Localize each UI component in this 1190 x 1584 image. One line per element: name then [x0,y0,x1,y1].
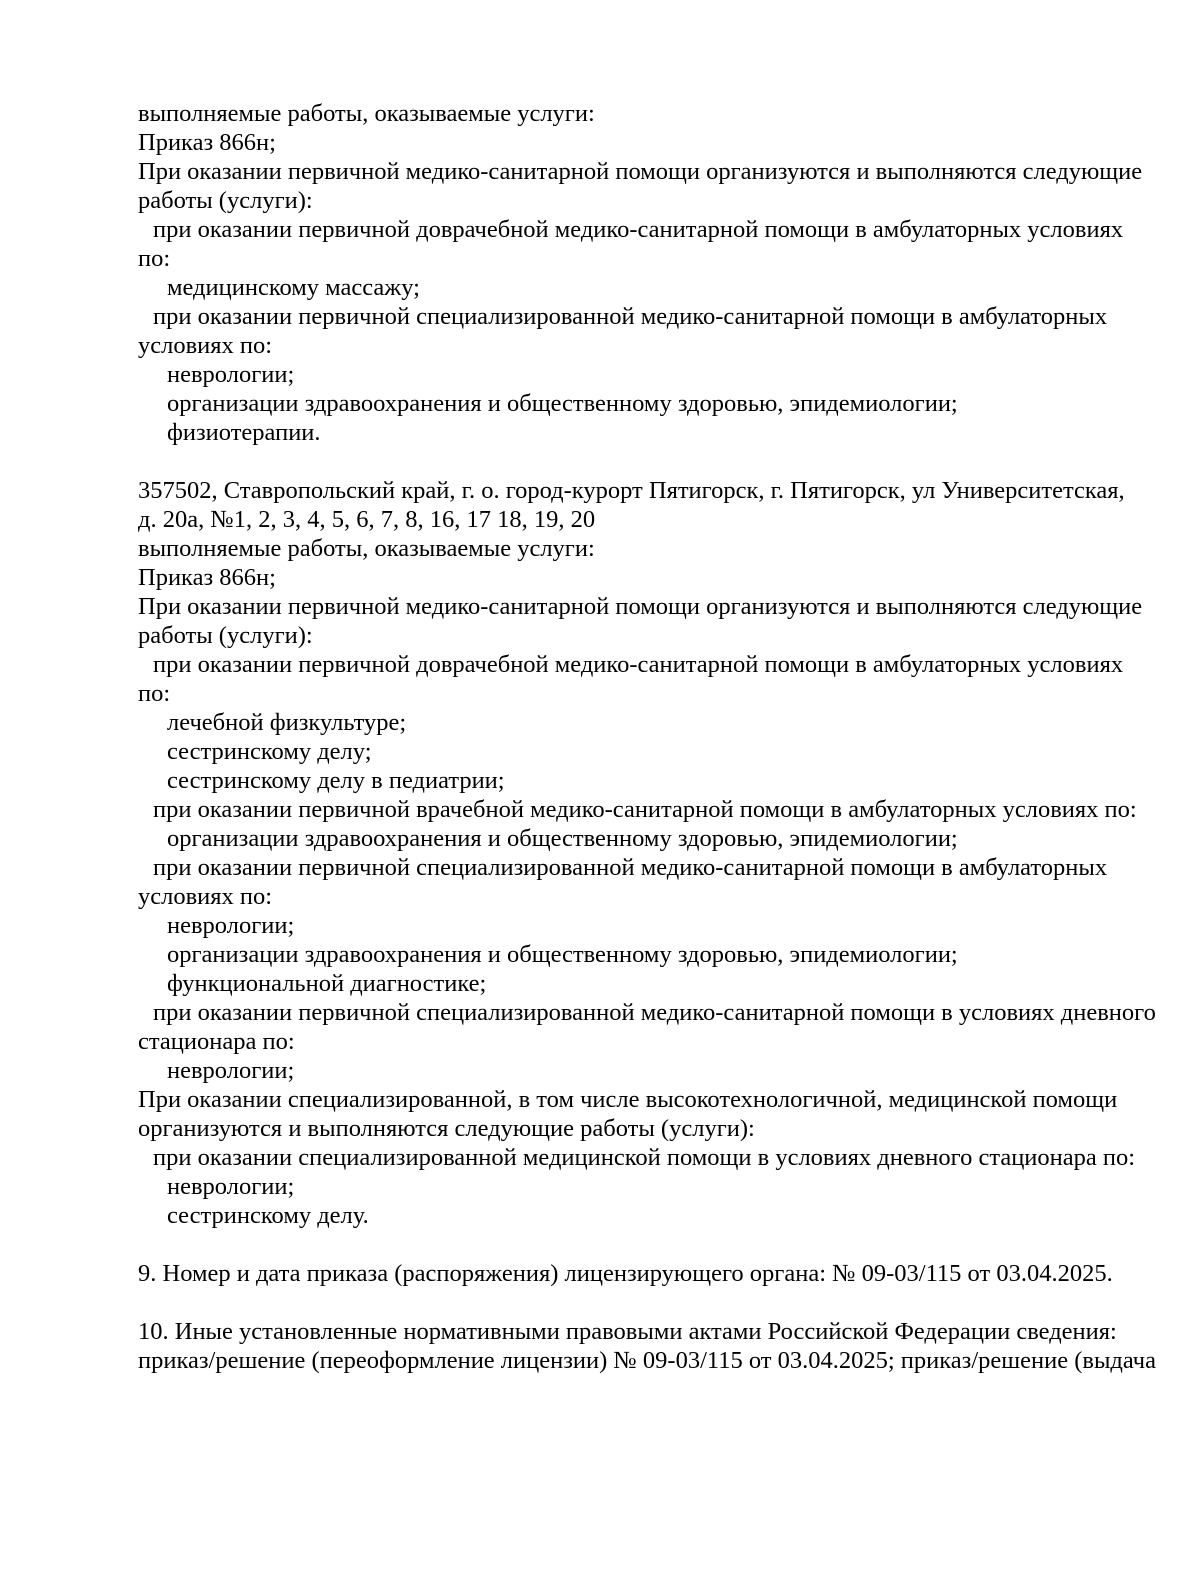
text-line: организуются и выполняются следующие работы (услуги): [138,1115,755,1142]
text-line: выполняемые работы, оказываемые услуги: [138,535,595,562]
text-line: при оказании первичной специализированной медико-санитарной помощи в условиях дневного [153,999,1156,1026]
text-line: по: [138,245,171,272]
text-line: сестринскому делу в педиатрии; [167,767,505,794]
text-line: при оказании первичной врачебной медико-санитарной помощи в амбулаторных условиях по: [153,796,1137,823]
text-line: неврологии; [167,361,295,388]
text-line: функциональной диагностике; [167,970,487,997]
text-line: Приказ 866н; [138,129,276,156]
text-line: при оказании первичной специализированной медико-санитарной помощи в амбулаторных [153,854,1108,881]
text-line: организации здравоохранения и общественному здоровью, эпидемиологии; [167,941,958,968]
text-line: сестринскому делу. [167,1202,369,1229]
text-line: При оказании первичной медико-санитарной помощи организуются и выполняются следующие [138,158,1143,185]
document-body [138,99,1156,1375]
text-line: неврологии; [167,1057,295,1084]
text-line: условиях по: [138,332,273,359]
text-line: физиотерапии. [167,419,321,446]
text-line: д. 20а, №1, 2, 3, 4, 5, 6, 7, 8, 16, 17 18, 19, 20 [138,506,596,533]
text-line: организации здравоохранения и общественному здоровью, эпидемиологии; [167,825,958,852]
text-line: выполняемые работы, оказываемые услуги: [138,100,595,127]
text-line: при оказании первичной специализированной медико-санитарной помощи в амбулаторных [153,303,1108,330]
text-line: При оказании первичной медико-санитарной помощи организуются и выполняются следующие [138,593,1143,620]
text-line: работы (услуги): [138,187,313,214]
text-line: условиях по: [138,883,273,910]
text-line: организации здравоохранения и общественному здоровью, эпидемиологии; [167,390,958,417]
text-line: сестринскому делу; [167,738,372,765]
text-line: 357502, Ставропольский край, г. о. город-курорт Пятигорск, г. Пятигорск, ул Университетская, [138,477,1125,504]
blank-line [138,1288,1110,1317]
text-line: работы (услуги): [138,622,313,649]
text-line: 9. Номер и дата приказа (распоряжения) лицензирующего органа: № 09-03/115 от 03.04.2025. [138,1260,1113,1287]
text-line: при оказании первичной доврачебной медико-санитарной помощи в амбулаторных условиях [153,216,1124,243]
text-line: 10. Иные установленные нормативными правовыми актами Российской Федерации сведения: [138,1318,1117,1345]
blank-line [138,1230,1110,1259]
blank-line [138,447,1110,476]
text-line: медицинскому массажу; [167,274,420,301]
text-line: стационара по: [138,1028,295,1055]
text-line: Приказ 866н; [138,564,276,591]
text-line: при оказании специализированной медицинской помощи в условиях дневного стационара по: [153,1144,1136,1171]
text-line: приказ/решение (переоформление лицензии) № 09-03/115 от 03.04.2025; приказ/решение (выдача [138,1347,1156,1374]
text-line: при оказании первичной доврачебной медико-санитарной помощи в амбулаторных условиях [153,651,1124,678]
text-line: неврологии; [167,912,295,939]
text-line: лечебной физкультуре; [167,709,407,736]
text-line: по: [138,680,171,707]
text-line: неврологии; [167,1173,295,1200]
text-line: При оказании специализированной, в том числе высокотехнологичной, медицинской помощи [138,1086,1118,1113]
